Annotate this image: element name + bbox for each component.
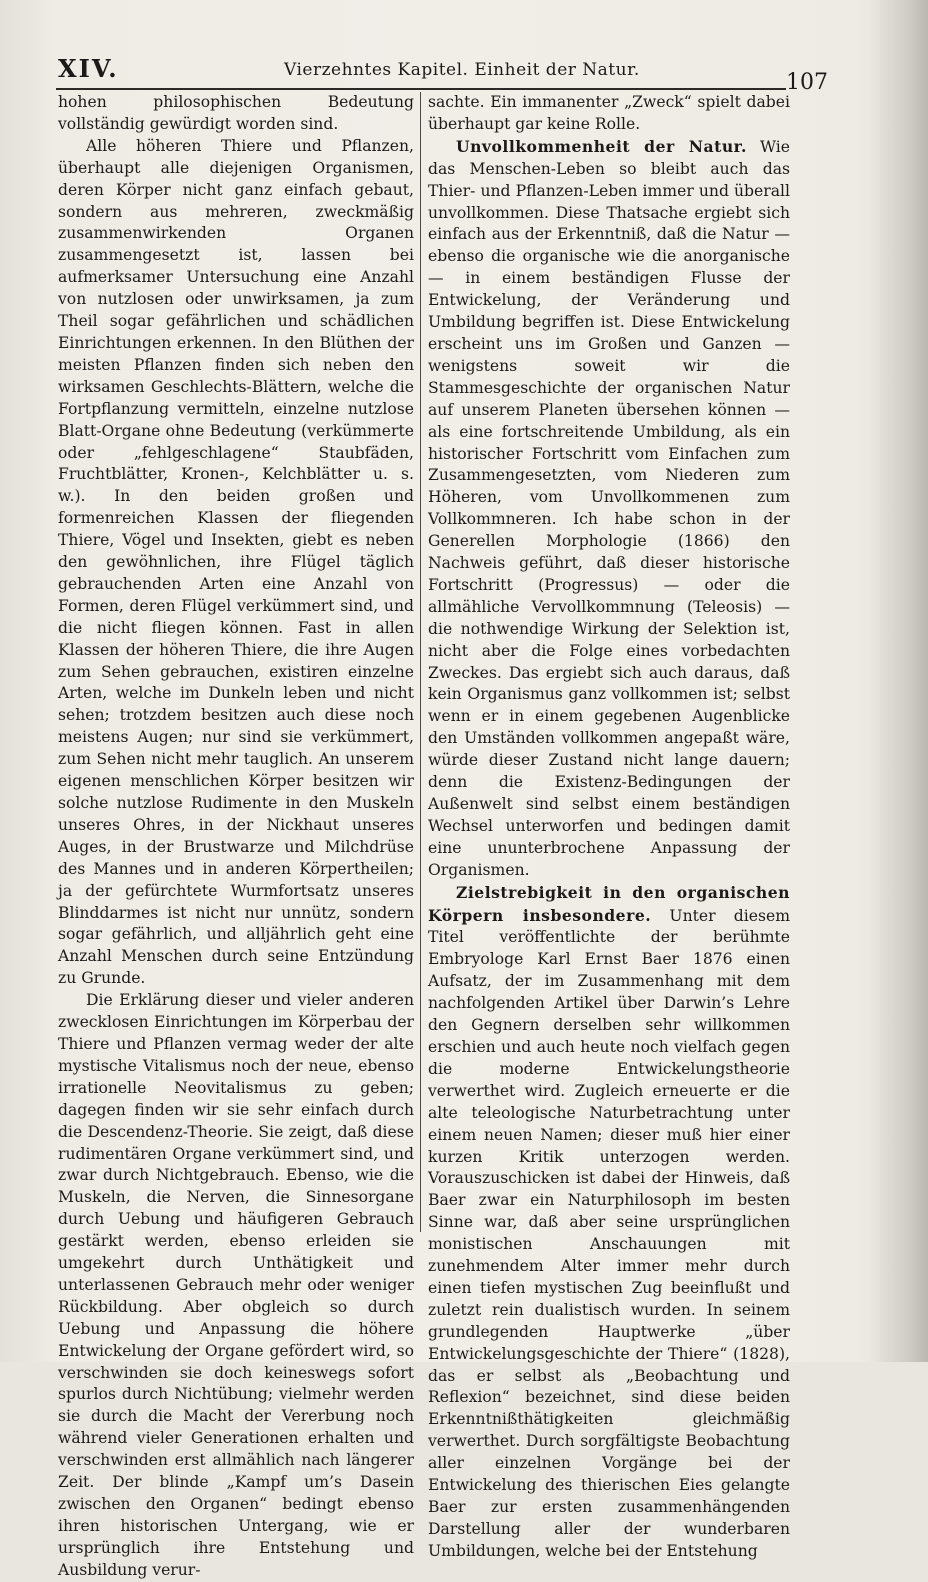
right-paragraph-2: [428, 136, 790, 882]
page-edge-shadow: [868, 0, 928, 1362]
section-heading-zielstrebigkeit: Zielstrebigkeit in den organischen Körpern insbesondere.: [428, 882, 790, 925]
chapter-numeral: XIV.: [58, 54, 119, 83]
section-text-unvollkommenheit: Wie das Menschen-Leben so bleibt auch das Thier- und Pflanzen-Leben immer und überall unvollkommen. Diese Thatsache ergiebt sich einfach aus der Erkenntniß, daß die Natur — ebenso die organische wie die anorganische — in einem beständigen Flusse der Entwickelung, der Veränderung und Umbildung begriffen ist. Diese Entwickelung erscheint uns im Großen und Ganzen — wenigstens soweit wir die Stammesgeschichte der organischen Natur auf unserem Planeten übersehen können — als eine fortschreitende Umbildung, als ein historischer Fortschritt vom Einfachen zum Zusammengesetzten, vom Niederen zum Höheren, vom Unvollkommenen zum Vollkommneren. Ich habe schon in der Generellen Morphologie (1866) den Nachweis geführt, daß dieser historische Fortschritt (Progressus) — oder die allmähliche Vervollkommnung (Teleosis) — die nothwendige Wirkung der Selektion ist, nicht aber die Folge eines vorbedachten Zweckes. Das ergiebt sich auch daraus, daß kein Organismus ganz vollkommen ist; selbst wenn er in einem gegebenen Augenblicke den Umständen vollkommen angepaßt wäre, würde dieser Zustand nicht lange dauern; denn die Existenz-Bedingungen der Außenwelt sind selbst einem beständigen Wechsel unterworfen und bedingen damit eine ununterbrochene Anpassung der Organismen.: [428, 137, 790, 879]
running-title: Vierzehntes Kapitel. Einheit der Natur.: [284, 60, 640, 80]
section-heading-unvollkommenheit: Unvollkommenheit der Natur.: [456, 136, 747, 156]
right-paragraph-3: [428, 882, 790, 1563]
left-paragraph-3: Die Erklärung dieser und vieler anderen zwecklosen Einrichtungen im Körperbau der Thiere und Pflanzen vermag weder der alte mystische Vitalismus noch der neue, ebenso irrationelle Neovitalismus zu geben; dagegen finden wir sie sehr einfach durch die Descendenz-Theorie. Sie zeigt, daß diese rudimentären Organe verkümmert sind, und zwar durch Nichtgebrauch. Ebenso, wie die Muskeln, die Nerven, die Sinnesorgane durch Uebung und häufigeren Gebrauch gestärkt werden, ebenso erleiden sie umgekehrt durch Unthätigkeit und unterlassenen Gebrauch mehr oder weniger Rückbildung. Aber obgleich so durch Uebung und Anpassung die höhere Entwickelung der Organe gefördert wird, so verschwinden sie doch keineswegs sofort spurlos durch Nichtübung; vielmehr werden sie durch die Macht der Vererbung noch während vieler Generationen erhalten und verschwinden erst allmählich nach längerer Zeit. Der blinde „Kampf um’s Dasein zwischen den Organen“ bedingt ebenso ihren historischen Untergang, wie er ursprünglich ihre Entstehung und Ausbildung verur-: [58, 991, 414, 1579]
column-divider: [420, 92, 421, 1232]
page-number: 107: [786, 70, 828, 95]
right-column: [428, 92, 790, 1563]
section-text-zielstrebigkeit: Unter diesem Titel veröffentlichte der berühmte Embryologe Karl Ernst Baer 1876 einen Aufsatz, der im Zusammenhang mit dem nachfolgenden Artikel über Darwin’s Lehre den Gegnern derselben sehr willkommen erschien und auch heute noch vielfach gegen die moderne Entwickelungstheorie verwerthet wird. Zugleich erneuerte er die alte teleologische Naturbetrachtung unter einem neuen Namen; dieser muß hier einer kurzen Kritik unterzogen werden. Vorauszuschicken ist dabei der Hinweis, daß Baer zwar ein Naturphilosoph im besten Sinne war, daß aber seine ursprünglichen monistischen Anschauungen mit zunehmendem Alter immer mehr durch einen tiefen mystischen Zug beeinflußt und zuletzt rein dualistisch wurden. In seinem grundlegenden Hauptwerke „über Entwickelungsgeschichte der Thiere“ (1828), das er selbst als „Beobachtung und Reflexion“ bezeichnet, sind diese beiden Erkenntnißthätigkeiten gleichmäßig verwerthet. Durch sorgfältigste Beobachtung aller einzelnen Vorgänge bei der Entwickelung des thierischen Eies gelangte Baer zur ersten zusammenhängenden Darstellung aller der wunderbaren Umbildungen, welche bei der Entstehung: [428, 906, 790, 1560]
right-paragraph-1: sachte. Ein immanenter „Zweck“ spielt dabei überhaupt gar keine Rolle.: [428, 93, 790, 133]
left-column: [58, 92, 414, 1582]
left-paragraph-2: Alle höheren Thiere und Pflanzen, überhaupt alle diejenigen Organismen, deren Körper nicht ganz einfach gebaut, sondern aus mehreren, zweckmäßig zusammenwirkenden Organen zusammengesetzt ist, lassen bei aufmerksamer Untersuchung eine Anzahl von nutzlosen oder unwirksamen, ja zum Theil sogar gefährlichen und schädlichen Einrichtungen erkennen. In den Blüthen der meisten Pflanzen finden sich neben den wirksamen Geschlechts-Blättern, welche die Fortpflanzung vermitteln, einzelne nutzlose Blatt-Organe ohne Bedeutung (verkümmerte oder „fehlgeschlagene“ Staubfäden, Fruchtblätter, Kronen-, Kelchblätter u. s. w.). In den beiden großen und formenreichen Klassen der fliegenden Thiere, Vögel und Insekten, giebt es neben den gewöhnlichen, ihre Flügel täglich gebrauchenden Arten eine Anzahl von Formen, deren Flügel verkümmert sind, und die nicht fliegen können. Fast in allen Klassen der höheren Thiere, die ihre Augen zum Sehen gebrauchen, existiren einzelne Arten, welche im Dunkeln leben und nicht sehen; trotzdem besitzen auch diese noch meistens Augen; nur sind sie verkümmert, zum Sehen nicht mehr tauglich. An unserem eigenen menschlichen Körper besitzen wir solche nutzlose Rudimente in den Muskeln unseres Ohres, in der Nickhaut unseres Auges, in der Brustwarze und Milchdrüse des Mannes und in anderen Körpertheilen; ja der gefürchtete Wurmfortsatz unseres Blinddarmes ist nicht nur unnütz, sondern sogar gefährlich, und alljährlich geht eine Anzahl Menschen durch seine Entzündung zu Grunde.: [58, 136, 414, 988]
left-paragraph-1: hohen philosophischen Bedeutung vollständig gewürdigt worden sind.: [58, 93, 414, 133]
page-header: [0, 0, 928, 100]
header-rule: [56, 88, 786, 90]
